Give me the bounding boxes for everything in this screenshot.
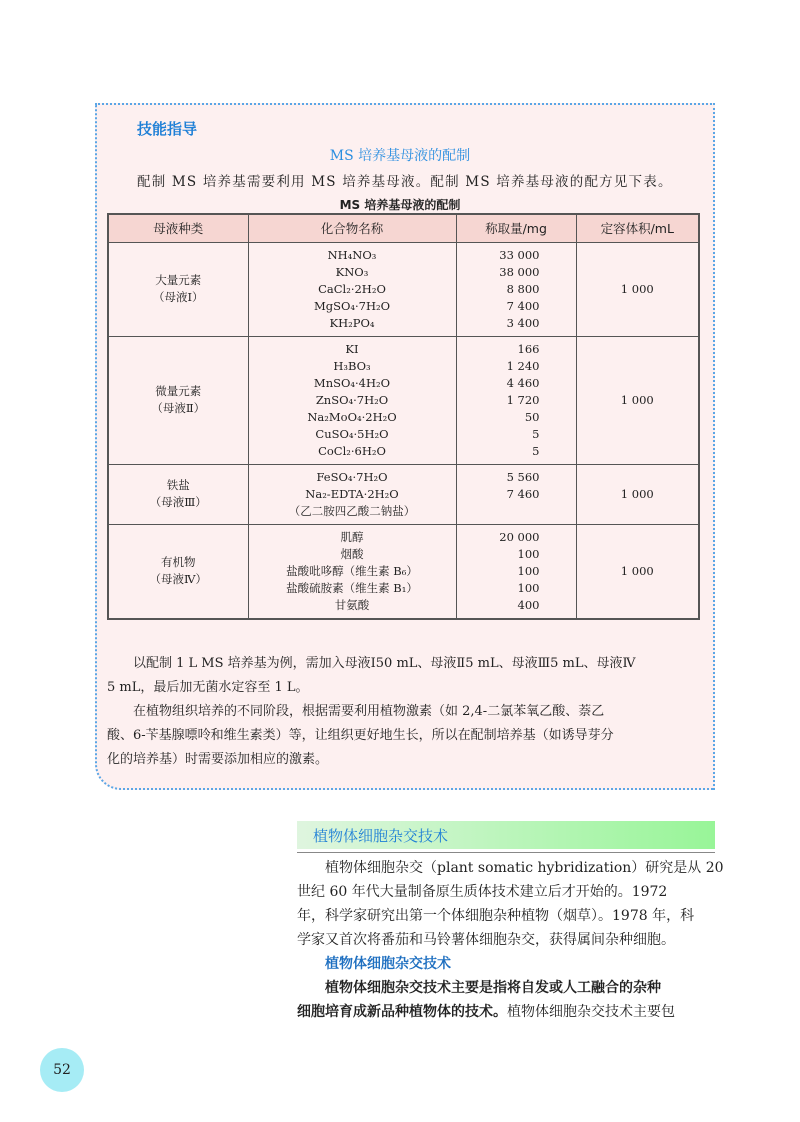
cell-line: MgSO₄·7H₂O <box>313 298 391 313</box>
cell-line: 38 000 <box>499 264 540 279</box>
skill-guide-label: 技能指导 <box>137 120 198 138</box>
section-body <box>297 856 724 1024</box>
cell-line: 1 720 <box>506 392 540 407</box>
cell-line: （母液Ⅳ） <box>149 572 207 586</box>
cell-line: 微量元素 <box>155 384 202 398</box>
cell-line: （母液Ⅲ） <box>149 495 207 509</box>
cell-line <box>457 503 576 520</box>
stock-type-cell <box>108 464 248 524</box>
cell-line: 100 <box>517 563 540 578</box>
cell-line: ZnSO₄·7H₂O <box>315 392 389 407</box>
cell-line: 4 460 <box>506 375 540 390</box>
volume-cell: 1 000 <box>576 242 699 336</box>
section-title-bar: 植物体细胞杂交技术 <box>297 821 715 849</box>
amount-cell <box>456 464 576 524</box>
table-row <box>108 336 699 464</box>
text-line: 学家又首次将番茄和马铃薯体细胞杂交，获得属间杂种细胞。 <box>297 932 675 948</box>
amount-cell <box>456 336 576 464</box>
amount-cell <box>456 242 576 336</box>
cell-line: MnSO₄·4H₂O <box>313 375 391 390</box>
table-row <box>108 524 699 619</box>
text: 植物体细胞杂交技术主要包 <box>507 1004 675 1020</box>
cell-line: 甘氨酸 <box>334 597 370 612</box>
cell-line: 7 460 <box>506 486 540 501</box>
cell-line: CoCl₂·6H₂O <box>318 443 386 458</box>
cell-line: 8 800 <box>506 281 540 296</box>
cell-line: 33 000 <box>499 247 540 262</box>
section-subtitle: MS 培养基母液的配制 <box>329 148 471 164</box>
cell-line: KNO₃ <box>335 264 369 279</box>
stock-type-cell <box>108 524 248 619</box>
cell-line: 烟酸 <box>340 546 364 561</box>
text-line: 年，科学家研究出第一个体细胞杂种植物（烟草）。1978 年，科 <box>297 908 695 924</box>
cell-line: Na₂-EDTA·2H₂O <box>305 486 399 501</box>
compound-cell <box>248 524 456 619</box>
text-line: 植物体细胞杂交（plant somatic hybridization）研究是从 20 <box>297 860 724 876</box>
stock-type-cell <box>108 242 248 336</box>
paragraph-hormones <box>107 700 697 772</box>
table-caption: MS 培养基母液的配制 <box>339 198 461 212</box>
cell-line: H₃BO₃ <box>333 358 371 373</box>
cell-line: CaCl₂·2H₂O <box>318 281 386 296</box>
cell-line: 100 <box>517 546 540 561</box>
text-line: 5 mL，最后加无菌水定容至 1 L。 <box>107 680 309 695</box>
cell-line: 盐酸硫胺素（维生素 B₁） <box>286 580 418 595</box>
header-compound: 化合物名称 <box>248 214 456 242</box>
cell-line: （母液Ⅰ） <box>152 290 204 304</box>
cell-line: 1 240 <box>506 358 540 373</box>
volume-cell: 1 000 <box>576 524 699 619</box>
volume-cell: 1 000 <box>576 336 699 464</box>
cell-line: 400 <box>517 597 540 612</box>
cell-line: 有机物 <box>161 555 196 569</box>
page-number: 52 <box>40 1048 84 1092</box>
cell-line: KI <box>345 341 359 356</box>
cell-line: Na₂MoO₄·2H₂O <box>307 409 397 424</box>
text-line: 在植物组织培养的不同阶段，根据需要利用植物激素（如 2,4-二氯苯氧乙酸、萘乙 <box>107 704 605 719</box>
divider <box>297 852 715 853</box>
text-line: 世纪 60 年代大量制备原生质体技术建立后才开始的。1972 <box>297 884 668 900</box>
text-line: 酸、6-苄基腺嘌呤和维生素类）等，让组织更好地生长，所以在配制培养基（如诱导芽分 <box>107 728 614 743</box>
text-line: 化的培养基）时需要添加相应的激素。 <box>107 752 329 767</box>
cell-line: 盐酸吡哆醇（维生素 B₆） <box>286 563 418 578</box>
compound-cell <box>248 242 456 336</box>
bold-text-line: 植物体细胞杂交技术主要是指将自发或人工融合的杂种 <box>297 980 661 996</box>
table-row <box>108 242 699 336</box>
text-line: 以配制 1 L MS 培养基为例，需加入母液Ⅰ50 mL、母液Ⅱ5 mL、母液Ⅲ5 mL、母液Ⅳ <box>107 656 636 671</box>
cell-line: 20 000 <box>499 529 540 544</box>
paragraph-example <box>107 652 697 700</box>
cell-line: 肌醇 <box>340 529 364 544</box>
volume-cell: 1 000 <box>576 464 699 524</box>
cell-line: 5 <box>532 443 540 458</box>
cell-line: 5 560 <box>506 469 540 484</box>
header-stock-type: 母液种类 <box>108 214 248 242</box>
table-row <box>108 464 699 524</box>
cell-line: 7 400 <box>506 298 540 313</box>
cell-line: 铁盐 <box>166 478 190 492</box>
ms-stock-table <box>107 213 700 620</box>
stock-type-cell <box>108 336 248 464</box>
cell-line: 100 <box>517 580 540 595</box>
cell-line: 50 <box>524 409 540 424</box>
subheading: 植物体细胞杂交技术 <box>325 956 451 972</box>
amount-cell <box>456 524 576 619</box>
cell-line: NH₄NO₃ <box>327 247 377 262</box>
cell-line: 166 <box>517 341 540 356</box>
cell-line: （母液Ⅱ） <box>151 401 206 415</box>
cell-line: KH₂PO₄ <box>329 315 375 330</box>
compound-cell <box>248 336 456 464</box>
compound-cell <box>248 464 456 524</box>
header-amount: 称取量/mg <box>456 214 576 242</box>
cell-line: CuSO₄·5H₂O <box>315 426 389 441</box>
cell-line: FeSO₄·7H₂O <box>316 469 388 484</box>
header-volume: 定容体积/mL <box>576 214 699 242</box>
cell-line: 5 <box>532 426 540 441</box>
cell-line: 3 400 <box>506 315 540 330</box>
intro-text: 配制 MS 培养基需要利用 MS 培养基母液。配制 MS 培养基母液的配方见下表。 <box>137 174 673 190</box>
cell-line: （乙二胺四乙酸二钠盐） <box>288 503 416 518</box>
cell-line: 大量元素 <box>155 273 202 287</box>
bold-text: 细胞培育成新品种植物体的技术。 <box>297 1004 507 1020</box>
